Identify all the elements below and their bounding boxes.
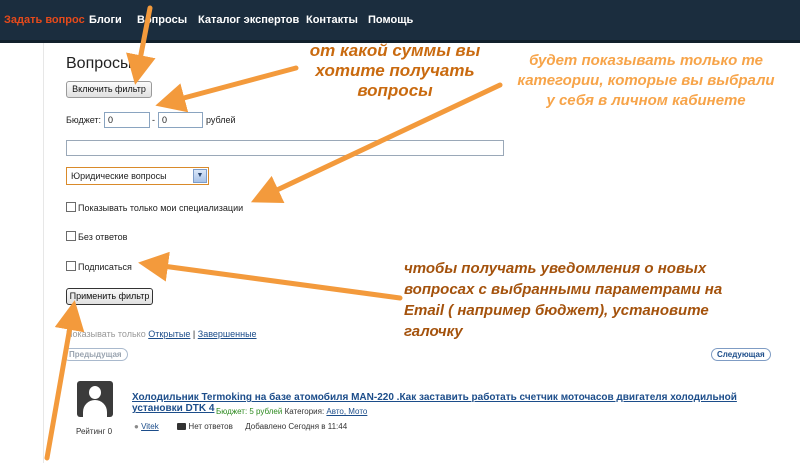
annotation-sum: от какой суммы вы хотите получать вопросы	[309, 41, 481, 100]
budget-unit-label: рублей	[206, 115, 236, 125]
arrow-to-apply-filter	[47, 310, 73, 458]
question-added-time: Добавлено Сегодня в 11:44	[245, 422, 348, 431]
budget-to-input[interactable]: 0	[158, 112, 203, 128]
question-budget: Бюджет: 5 рублей	[216, 407, 283, 416]
show-closed-link[interactable]: Завершенные	[197, 329, 257, 339]
next-page-button[interactable]: Следующая	[711, 348, 771, 361]
budget-from-input[interactable]: 0	[104, 112, 150, 128]
show-only-separator: |	[192, 329, 196, 339]
question-author-link[interactable]: Vitek	[141, 422, 159, 431]
user-dot-icon: ●	[134, 422, 139, 431]
page-title: Вопросы	[66, 55, 132, 72]
chevron-down-icon[interactable]: ▼	[193, 169, 207, 183]
nav-contacts[interactable]: Контакты	[306, 14, 358, 26]
enable-filter-button[interactable]: Включить фильтр	[66, 81, 152, 98]
arrow-to-specializations	[260, 85, 500, 198]
category-select-value: Юридические вопросы	[71, 171, 167, 181]
arrow-to-budget	[165, 68, 296, 103]
show-open-link[interactable]: Открытые	[148, 329, 191, 339]
question-category-label: Категория:	[284, 407, 325, 416]
budget-dash: -	[152, 115, 155, 125]
nav-help[interactable]: Помощь	[368, 14, 414, 26]
nav-experts-catalog[interactable]: Каталог экспертов	[198, 14, 300, 26]
specializations-checkbox-label: Показывать только мои специализации	[78, 203, 244, 213]
no-answers-checkbox-label: Без ответов	[78, 232, 128, 242]
arrow-to-enable-filter	[137, 8, 150, 75]
question-title-link[interactable]: Холодильник Termoking на базе атомобиля MAN-220 .Как заставить работать счетчик моточасов двигателя холодильной установки DTK 4	[132, 392, 737, 414]
annotation-email: чтобы получать уведомления о новых вопросах с выбранными параметрами на Email ( например бюджет), установите галочку	[404, 260, 723, 340]
question-category-link[interactable]: Авто, Мото	[326, 407, 368, 416]
annotation-categories: будет показывать только те категории, которые вы выбрали у себя в личном кабинете	[517, 52, 775, 109]
subscribe-checkbox-label: Подписаться	[78, 262, 132, 272]
show-only-prefix: Показывать только	[66, 329, 146, 339]
previous-page-button[interactable]: Предыдущая	[63, 348, 128, 361]
nav-ask-question[interactable]: Задать вопрос	[4, 14, 85, 26]
arrow-to-subscribe	[148, 264, 400, 298]
apply-filter-button[interactable]: Применить фильтр	[66, 288, 153, 305]
user-rating: Рейтинг 0	[76, 427, 113, 436]
nav-blogs[interactable]: Блоги	[89, 14, 122, 26]
nav-questions[interactable]: Вопросы	[137, 14, 188, 26]
budget-label: Бюджет:	[66, 115, 102, 125]
question-answers-count: Нет ответов	[188, 422, 233, 431]
